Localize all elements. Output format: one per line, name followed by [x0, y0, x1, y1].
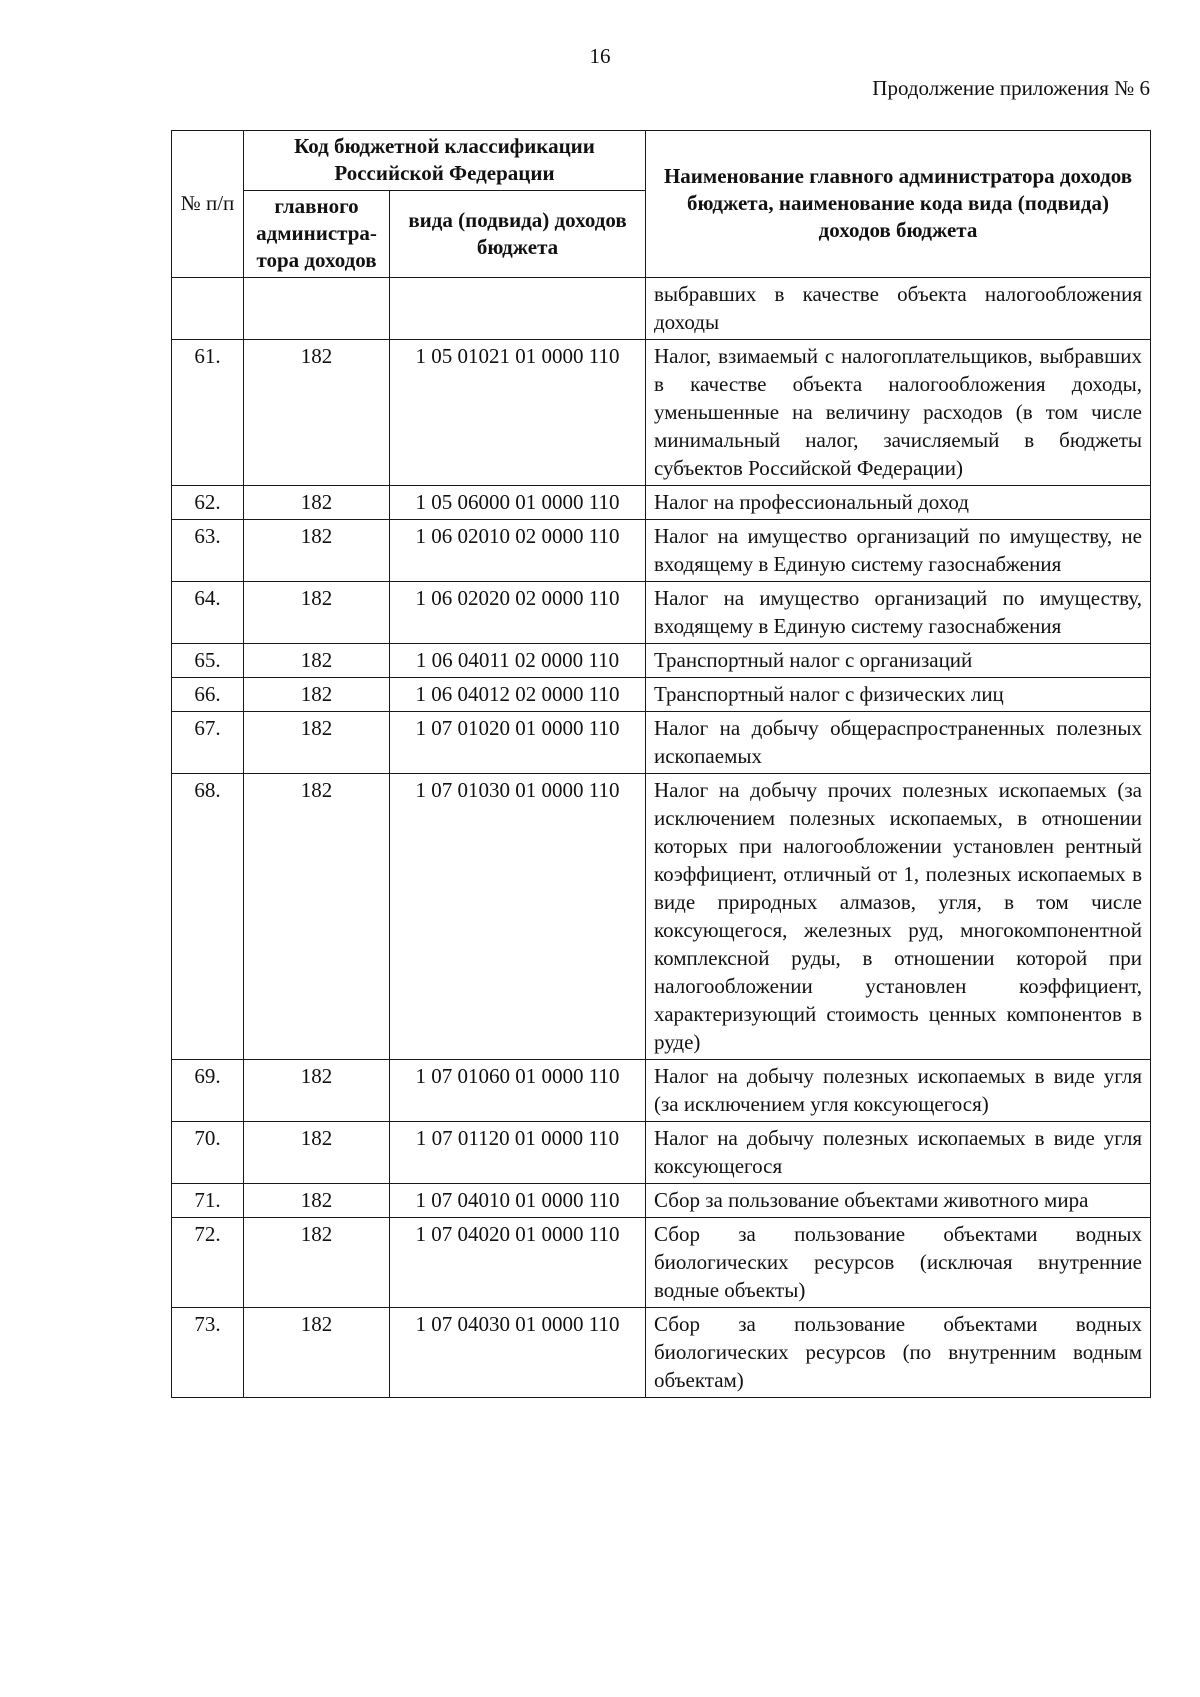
row-income-code: 1 07 01060 01 0000 110 — [390, 1060, 646, 1122]
table-row — [172, 520, 1151, 582]
table-row — [172, 1184, 1151, 1218]
table-row-continued — [172, 278, 1151, 340]
table-row — [172, 486, 1151, 520]
table-row — [172, 582, 1151, 644]
row-income-code — [390, 278, 646, 340]
row-income-code: 1 07 04030 01 0000 110 — [390, 1308, 646, 1398]
row-income-name: Налог на добычу прочих полезных ископаемых (за исключением полезных ископаемых, в отношении которых при налогообложении установлен рентный коэффициент, отличный от 1, полезных ископаемых в виде природных алмазов, угля, в том числе коксующегося, железных руд, многокомпонентной комплексной руды, в отношении которой при налогообложении установлен коэффициент, характеризующий стоимость ценных компонентов в руде) — [646, 774, 1151, 1060]
table-row — [172, 1060, 1151, 1122]
row-income-code: 1 07 01030 01 0000 110 — [390, 774, 646, 1060]
row-administrator-code: 182 — [244, 520, 390, 582]
row-income-code: 1 07 01020 01 0000 110 — [390, 712, 646, 774]
row-income-name: Налог на добычу общераспространенных полезных ископаемых — [646, 712, 1151, 774]
row-number: 64. — [172, 582, 244, 644]
row-number — [172, 278, 244, 340]
page-number: 16 — [589, 44, 611, 68]
row-administrator-code — [244, 278, 390, 340]
row-income-name: Сбор за пользование объектами животного мира — [646, 1184, 1151, 1218]
row-income-name: Налог на профессиональный доход — [646, 486, 1151, 520]
row-administrator-code: 182 — [244, 774, 390, 1060]
table-row — [172, 678, 1151, 712]
row-income-name: Налог на добычу полезных ископаемых в виде угля коксующегося — [646, 1122, 1151, 1184]
row-income-code: 1 07 04020 01 0000 110 — [390, 1218, 646, 1308]
row-administrator-code: 182 — [244, 1308, 390, 1398]
row-administrator-code: 182 — [244, 1122, 390, 1184]
row-number: 68. — [172, 774, 244, 1060]
row-number: 67. — [172, 712, 244, 774]
row-income-name: Налог на добычу полезных ископаемых в виде угля (за исключением угля коксующегося) — [646, 1060, 1151, 1122]
row-number: 62. — [172, 486, 244, 520]
row-income-code: 1 06 02020 02 0000 110 — [390, 582, 646, 644]
row-number: 61. — [172, 340, 244, 486]
table-row — [172, 712, 1151, 774]
row-income-name: Налог на имущество организаций по имуществу, не входящему в Единую систему газоснабжения — [646, 520, 1151, 582]
row-income-name: Транспортный налог с организаций — [646, 644, 1151, 678]
row-administrator-code: 182 — [244, 582, 390, 644]
row-administrator-code: 182 — [244, 644, 390, 678]
header-row-number: № п/п — [172, 131, 244, 278]
row-administrator-code: 182 — [244, 340, 390, 486]
row-number: 70. — [172, 1122, 244, 1184]
header-administrator-name: Наименование главного администратора доходов бюджета, наименование кода вида (подвида) доходов бюджета — [646, 131, 1151, 278]
row-administrator-code: 182 — [244, 1184, 390, 1218]
row-income-name: Сбор за пользование объектами водных биологических ресурсов (по внутренним водным объектам) — [646, 1308, 1151, 1398]
row-income-name: выбравших в качестве объекта налогообложения доходы — [646, 278, 1151, 340]
row-administrator-code: 182 — [244, 1218, 390, 1308]
row-income-code: 1 06 04012 02 0000 110 — [390, 678, 646, 712]
row-income-name: Налог на имущество организаций по имуществу, входящему в Единую систему газоснабжения — [646, 582, 1151, 644]
table-header-row — [172, 131, 1151, 191]
appendix-continuation-label: Продолжение приложения № 6 — [872, 76, 1150, 100]
row-number: 63. — [172, 520, 244, 582]
row-number: 69. — [172, 1060, 244, 1122]
row-number: 73. — [172, 1308, 244, 1398]
row-income-code: 1 05 06000 01 0000 110 — [390, 486, 646, 520]
row-income-code: 1 05 01021 01 0000 110 — [390, 340, 646, 486]
budget-classification-table — [171, 130, 1151, 1398]
row-income-code: 1 06 04011 02 0000 110 — [390, 644, 646, 678]
row-number: 72. — [172, 1218, 244, 1308]
header-main-administrator: главного администра-тора доходов — [244, 191, 390, 278]
row-income-code: 1 07 01120 01 0000 110 — [390, 1122, 646, 1184]
table-row — [172, 1218, 1151, 1308]
row-income-name: Транспортный налог с физических лиц — [646, 678, 1151, 712]
row-administrator-code: 182 — [244, 1060, 390, 1122]
header-income-type-code: вида (подвида) доходов бюджета — [390, 191, 646, 278]
table-row — [172, 644, 1151, 678]
row-number: 66. — [172, 678, 244, 712]
row-administrator-code: 182 — [244, 486, 390, 520]
table-row — [172, 1308, 1151, 1398]
row-income-code: 1 07 04010 01 0000 110 — [390, 1184, 646, 1218]
row-number: 71. — [172, 1184, 244, 1218]
table-row — [172, 1122, 1151, 1184]
row-number: 65. — [172, 644, 244, 678]
row-administrator-code: 182 — [244, 678, 390, 712]
row-income-name: Сбор за пользование объектами водных биологических ресурсов (исключая внутренние водные объекты) — [646, 1218, 1151, 1308]
table-row — [172, 340, 1151, 486]
row-income-code: 1 06 02010 02 0000 110 — [390, 520, 646, 582]
table-row — [172, 774, 1151, 1060]
header-budget-classification-code: Код бюджетной классификации Российской Федерации — [244, 131, 646, 191]
row-income-name: Налог, взимаемый с налогоплательщиков, выбравших в качестве объекта налогообложения доходы, уменьшенные на величину расходов (в том числе минимальный налог, зачисляемый в бюджеты субъектов Российской Федерации) — [646, 340, 1151, 486]
row-administrator-code: 182 — [244, 712, 390, 774]
